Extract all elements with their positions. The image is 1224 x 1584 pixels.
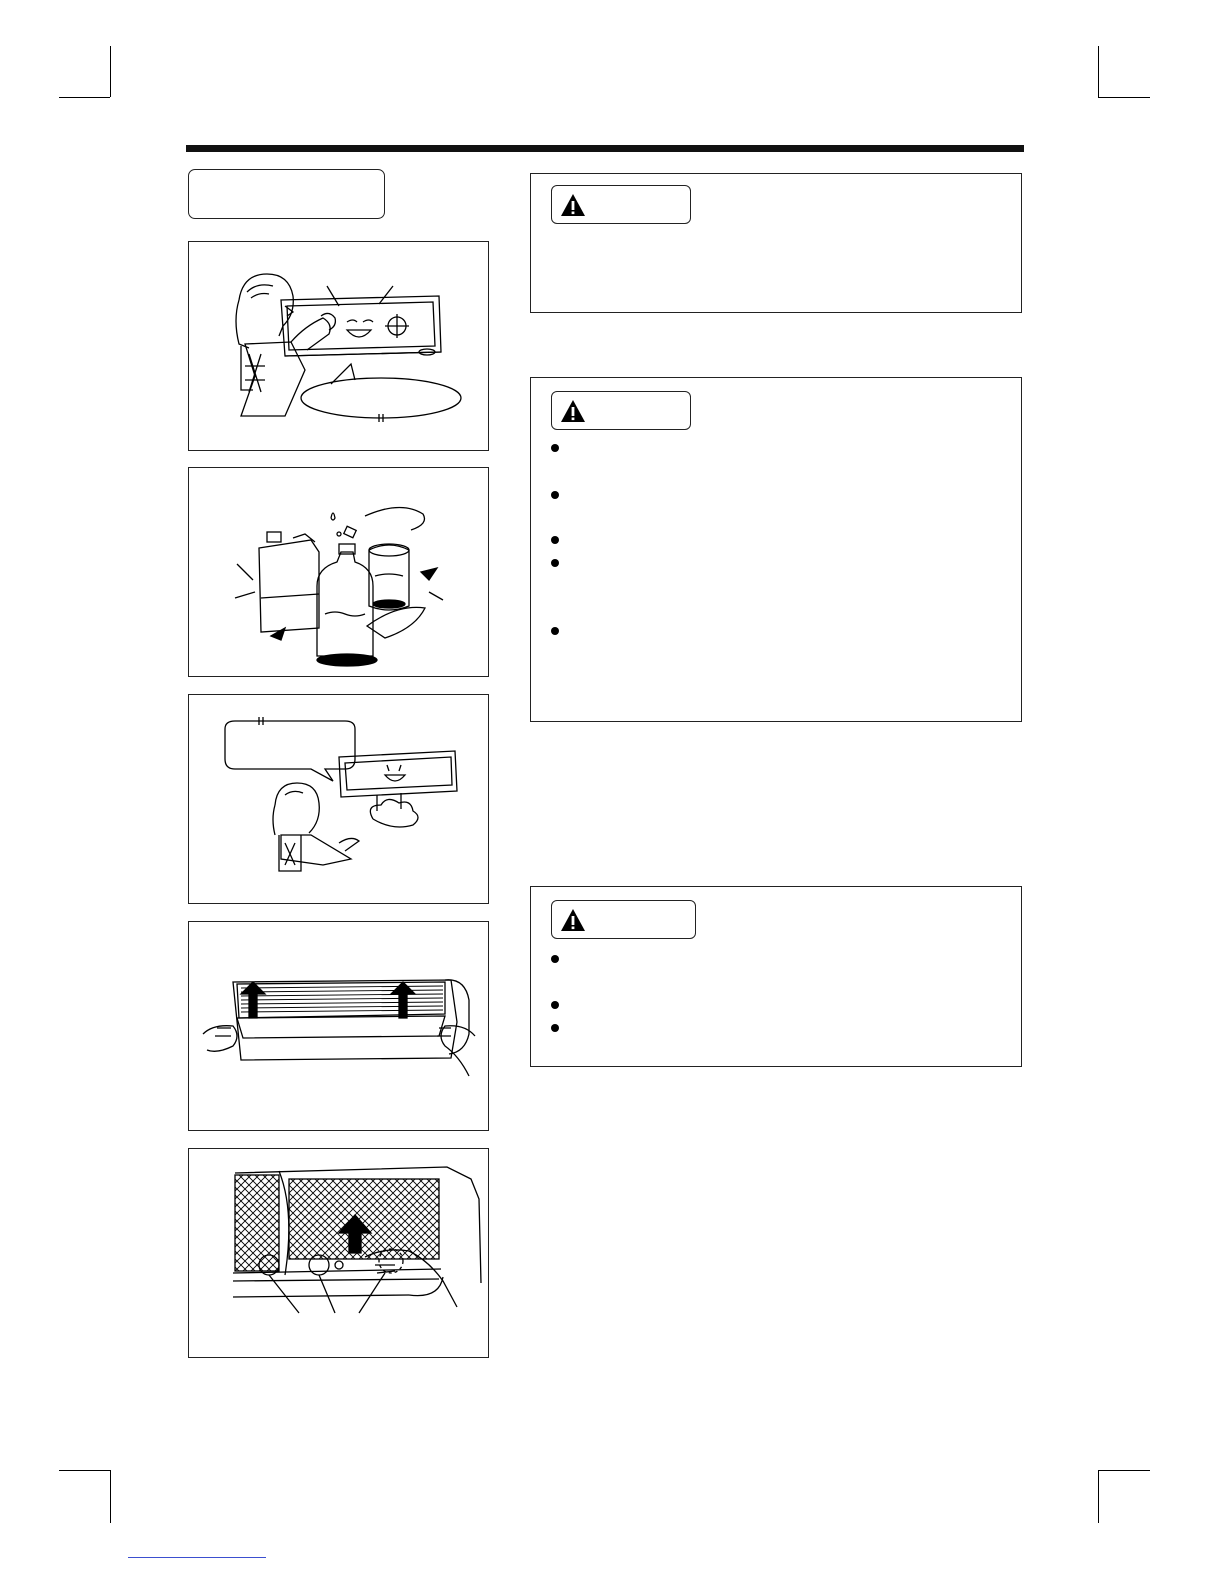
warning-label-3 (551, 900, 696, 939)
bullet-dot (551, 491, 559, 499)
figure-no-chemicals (188, 467, 489, 677)
figure-operation-check (188, 694, 489, 904)
warning-box-3 (530, 886, 1022, 1067)
crop-mark-bottom-right-v (1098, 1470, 1099, 1523)
crop-mark-top-right-h (1098, 97, 1150, 98)
warning-label-2 (551, 391, 691, 430)
remove-filter-illustration (189, 1149, 490, 1359)
bullet-dot (551, 627, 559, 635)
bullet-dot (551, 1024, 559, 1032)
bullet-dot (551, 955, 559, 963)
warning-label-1 (551, 185, 691, 224)
warning-triangle-icon (560, 908, 586, 932)
lift-panel-illustration (189, 922, 490, 1132)
bullet-dot (551, 1001, 559, 1009)
figure-remove-filter (188, 1148, 489, 1358)
warning-triangle-icon (560, 193, 586, 217)
figure-wipe-unit (188, 241, 489, 451)
crop-mark-bottom-left-h (59, 1470, 110, 1471)
section-header-rule (186, 145, 1024, 152)
bullet-dot (551, 559, 559, 567)
crop-mark-bottom-right-h (1098, 1470, 1150, 1471)
wipe-unit-illustration (189, 242, 490, 452)
crop-mark-top-right-v (1098, 46, 1099, 97)
chemicals-illustration (189, 468, 490, 678)
warning-triangle-icon (560, 399, 586, 423)
operation-check-illustration (189, 695, 490, 905)
bottom-link-underline[interactable] (128, 1557, 266, 1558)
crop-mark-top-left-v (110, 46, 111, 97)
warning-box-2 (530, 377, 1022, 722)
bullet-dot (551, 444, 559, 452)
figure-lift-front-panel (188, 921, 489, 1131)
warning-box-1 (530, 173, 1022, 313)
crop-mark-bottom-left-v (110, 1470, 111, 1523)
bullet-dot (551, 536, 559, 544)
crop-mark-top-left-h (59, 97, 110, 98)
section-title-tab (188, 169, 385, 219)
